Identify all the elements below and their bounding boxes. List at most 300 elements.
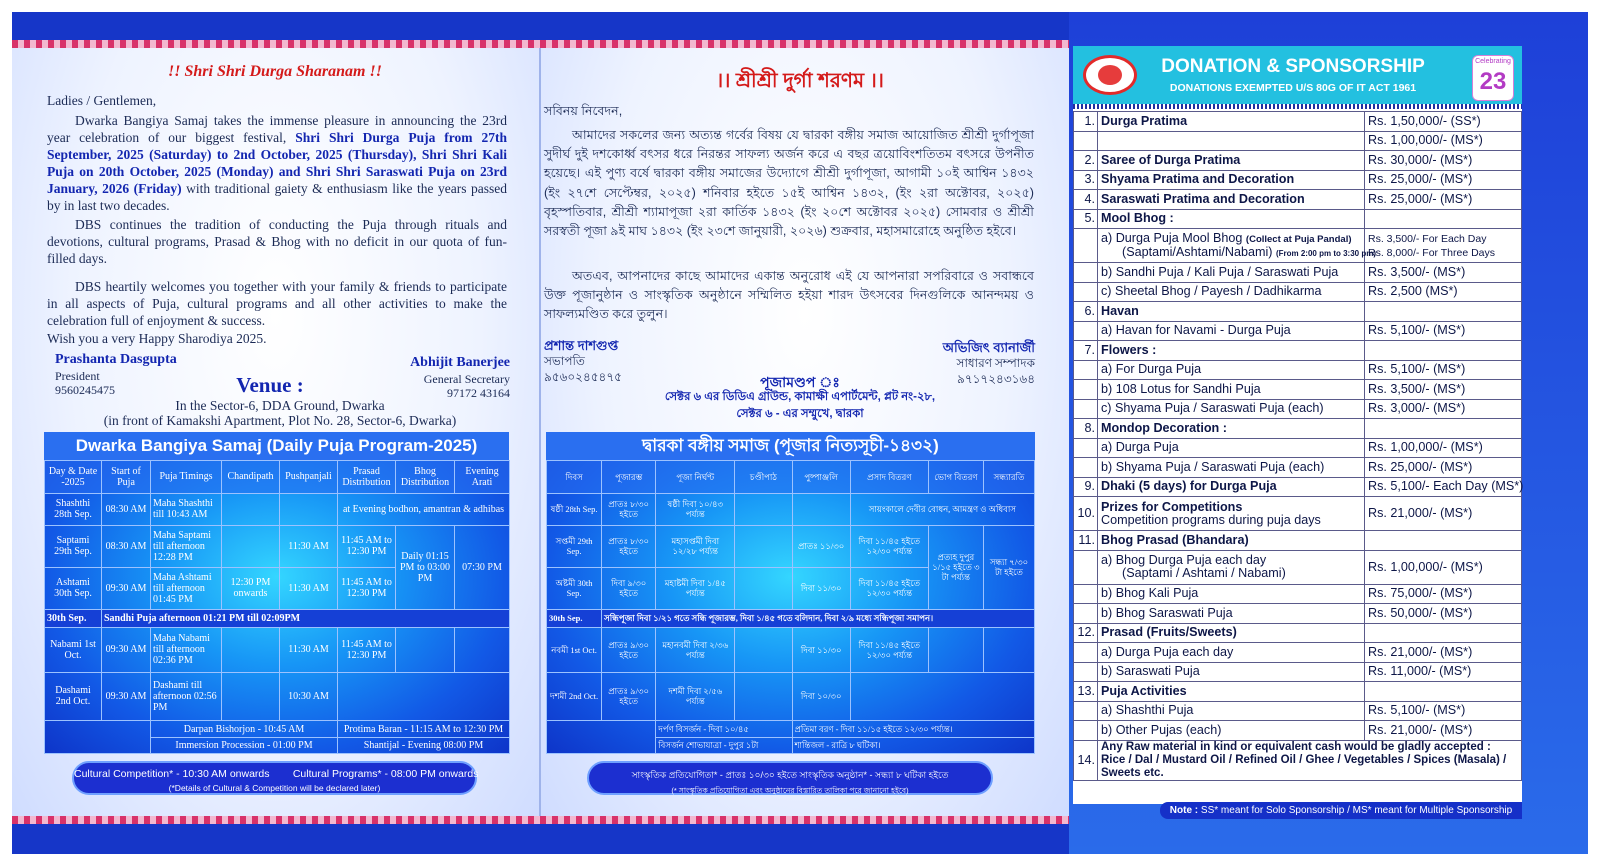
row-item bbox=[1098, 263, 1365, 283]
row-item bbox=[1098, 438, 1365, 458]
table-cell: 07:30 PM bbox=[455, 526, 510, 609]
table-cell: দিবা ১০/৩০ bbox=[792, 672, 850, 721]
row-amount bbox=[1365, 604, 1522, 624]
item-label: Mondop Decoration : bbox=[1101, 420, 1227, 435]
table-row-day: সপ্তমী 29th Sep. bbox=[547, 526, 602, 568]
row-amount bbox=[1365, 623, 1522, 643]
table-cell: সন্ধ্যা ৭/৩০ টা হইতে bbox=[983, 526, 1034, 609]
row-number bbox=[1074, 584, 1098, 604]
amount-text-2: Rs. 8,000/- For Three Days bbox=[1368, 246, 1496, 259]
amount-text: Rs. 1,00,000/- (MS*) bbox=[1368, 440, 1483, 455]
bengali-schedule-grid bbox=[546, 460, 1035, 754]
item-label: Saree of Durga Pratima bbox=[1101, 152, 1241, 167]
table-cell: সায়ংকালে দেবীর বোধন, আমন্ত্রণ ও অধিবাস bbox=[850, 493, 1034, 526]
row-item bbox=[1098, 321, 1365, 341]
table-row-day: Saptami 29th Sep. bbox=[45, 526, 102, 568]
table-cell: 11:45 AM to 12:30 PM bbox=[338, 526, 396, 568]
sponsorship-note bbox=[1160, 802, 1522, 819]
row-item bbox=[1098, 623, 1365, 643]
note-text: SS* meant for Solo Sponsorship / MS* meant for Multiple Sponsorship bbox=[1198, 805, 1513, 816]
raw-material-note: Any Raw material in kind or equivalent cash would be gladly accepted : Rice / Dal / Mustard Oil / Refined Oil / Ghee / Vegetables / Spices (Masala) / Sweets etc. bbox=[1098, 740, 1522, 780]
venue-title: Venue : bbox=[236, 373, 304, 397]
table-row-day: 30th Sep. bbox=[547, 609, 602, 627]
table-cell bbox=[280, 493, 338, 526]
amount-text: Rs. 3,000/- (MS*) bbox=[1368, 401, 1466, 416]
bengali-table-title: দ্বারকা বঙ্গীয় সমাজ (পূজার নিত্যসূচী-১৪৩২) bbox=[546, 432, 1035, 460]
amount-text: Rs. 3,500/- (MS*) bbox=[1368, 264, 1466, 279]
row-amount bbox=[1365, 170, 1522, 190]
bn-shantijal-cell: শান্তিজল - রাত্রি ৮ ঘটিকা। bbox=[792, 737, 1034, 753]
english-schedule-grid bbox=[44, 460, 510, 754]
table-cell: মহাষ্টমী দিবা ১/৪৫ পর্য্যন্ত bbox=[656, 567, 735, 609]
table-row bbox=[1074, 170, 1522, 190]
col-start: Start of Puja bbox=[102, 461, 151, 494]
amount-text: Rs. 25,000/- (MS*) bbox=[1368, 172, 1473, 187]
table-cell bbox=[455, 627, 510, 672]
table-cell: মহাসপ্তমী দিবা ১২/২৮ পর্য্যন্ত bbox=[656, 526, 735, 568]
row-number: 11. bbox=[1074, 531, 1098, 551]
row-number bbox=[1074, 131, 1098, 151]
row-number: 2. bbox=[1074, 151, 1098, 171]
amount-text: Rs. 25,000/- (MS*) bbox=[1368, 191, 1473, 206]
table-row bbox=[1074, 662, 1522, 682]
bengali-paragraph-1: আমাদের সকলের জন্য অত্যন্ত গর্বের বিষয় যে দ্বারকা বঙ্গীয় সমাজ আয়োজিত শ্রীশ্রী দুর্গাপূজা সুদীর্ঘ দুই দশকোর্ধ্ব বৎসর ধরে নিরন্তর সাফল্য অর্জন করে এ বছর ত্রয়োবিংশতিতম বৎসরে উপনীত হয়েছে। এই পুণ্য বর্ষে দ্বারকা বঙ্গীয় সমাজের উদ্যোগে শ্রীশ্রী দুর্গাপূজা, আগামী ১০ই আশ্বিন ১৪৩২ (ইং ২৭শে সেপ্টেম্বর, ২০২৫) শনিবার হইতে ১৫ই আশ্বিন ১৪৩২, (ইং ২রা অক্টোবর, ২০২৫) বৃহস্পতিবার, শ্রীশ্রী শ্যামাপূজা ২রা কার্তিক ১৪৩২ (ইং ২০শে অক্টোবর ২০২৫) সোমবার ও শ্রীশ্রী সরস্বতী পূজা ৯ই মাঘ ১৪৩২ (ইং ২৩শে জানুয়ারী, ২০২৬) শুক্রবার, মহাসমারোহে অনুষ্ঠিত হইবে। bbox=[544, 128, 1034, 239]
table-cell: ষষ্ঠী দিবা ১০/৪৩ পর্য্যন্ত bbox=[656, 493, 735, 526]
item-label: a) Bhog Durga Puja each day bbox=[1101, 553, 1267, 567]
table-row bbox=[1074, 682, 1522, 702]
item-label: a) Durga Puja Mool Bhog bbox=[1101, 230, 1243, 245]
item-label: Durga Pratima bbox=[1101, 113, 1188, 128]
amount-text: Rs. 75,000/- (MS*) bbox=[1368, 586, 1473, 601]
bn-col-arati: সন্ধ্যারতি bbox=[983, 461, 1034, 494]
shantijal-cell: Shantijal - Evening 08:00 PM bbox=[338, 737, 510, 753]
table-cell: 10:30 AM bbox=[280, 672, 338, 721]
p1-text-a: Dwarka Bangiya Samaj takes the immense pleasure in announcing the 23rd year celebration of our biggest festival, bbox=[47, 113, 507, 145]
bengali-president-phone: ৯৫৬০২৪৫৪৭৫ bbox=[544, 370, 622, 384]
p1-text-c: with traditional gaiety & enthusiasm like the years passed by in last two decades. bbox=[47, 181, 507, 213]
item-label: Dhaki (5 days) for Durga Puja bbox=[1101, 479, 1277, 494]
table-row-day: Ashtami 30th Sep. bbox=[45, 567, 102, 609]
amount-text: Rs. 3,500/- (MS*) bbox=[1368, 381, 1466, 396]
row-number: 12. bbox=[1074, 623, 1098, 643]
table-cell: প্রাতঃ ৮/৩০ হইতে bbox=[602, 526, 656, 568]
row-item bbox=[1098, 643, 1365, 663]
table-cell: Maha Nabami till afternoon 02:36 PM bbox=[151, 627, 222, 672]
venue-line-1: In the Sector-6, DDA Ground, Dwarka bbox=[175, 398, 385, 413]
table-cell: Maha Ashtami till afternoon 01:45 PM bbox=[151, 567, 222, 609]
table-cell: 11:45 AM to 12:30 PM bbox=[338, 627, 396, 672]
donation-dotted-divider bbox=[1073, 104, 1522, 109]
item-label: a) Havan for Navami - Durga Puja bbox=[1101, 323, 1291, 338]
row-item bbox=[1098, 341, 1365, 361]
english-salutation: Ladies / Gentlemen, bbox=[47, 93, 157, 108]
table-cell bbox=[735, 493, 792, 526]
table-cell: প্রাতঃ ৯/৩০ হইতে bbox=[602, 627, 656, 672]
item-label: b) Saraswati Puja bbox=[1101, 664, 1200, 679]
amount-text: Rs. 25,000/- (MS*) bbox=[1368, 459, 1473, 474]
col-prasad: Prasad Distribution bbox=[338, 461, 396, 494]
bengali-pill-line-1: সাংস্কৃতিক প্রতিযোগিতা* - প্রাতঃ ১০/৩০ হইতে সাংস্কৃতিক অনুষ্ঠান* - সন্ধ্যা ৮ ঘটিকা হইতে bbox=[631, 770, 949, 780]
row-item bbox=[1098, 190, 1365, 210]
table-cell bbox=[222, 526, 280, 568]
table-row bbox=[1074, 497, 1522, 531]
row-item bbox=[1098, 584, 1365, 604]
bengali-header: ।। শ্রীশ্রী দুর্গা শরণম ।। bbox=[716, 70, 884, 92]
bengali-president-title: সভাপতি bbox=[544, 354, 585, 368]
table-row-day: 30th Sep. bbox=[45, 609, 102, 627]
row-item bbox=[1098, 550, 1365, 584]
table-cell bbox=[547, 737, 656, 753]
bengali-salutation: সবিনয় নিবেদন, bbox=[544, 104, 623, 118]
badge-number: 23 bbox=[1479, 68, 1507, 95]
bn-col-day: দিবস bbox=[547, 461, 602, 494]
item-label: b) Bhog Kali Puja bbox=[1101, 586, 1199, 601]
row-amount bbox=[1365, 209, 1522, 229]
row-amount bbox=[1365, 282, 1522, 302]
fold-line-1 bbox=[539, 40, 541, 824]
donation-header bbox=[1073, 46, 1522, 104]
col-timings: Puja Timings bbox=[151, 461, 222, 494]
row-number: 8. bbox=[1074, 419, 1098, 439]
table-row bbox=[1074, 360, 1522, 380]
item-label: Mool Bhog : bbox=[1101, 211, 1174, 226]
bengali-schedule-table bbox=[546, 432, 1035, 754]
amount-text: Rs. 30,000/- (MS*) bbox=[1368, 152, 1473, 167]
row-number bbox=[1074, 360, 1098, 380]
bengali-paragraph-2: অতএব, আপনাদের কাছে আমাদের একান্ত অনুরোধ এই যে আপনারা সপরিবারে ও সবান্ধবে উক্ত পূজানুষ্ঠান ও সাংস্কৃতিক অনুষ্ঠানে সম্মিলিত হইয়া শারদ উৎসবের দিনগুলিকে আনন্দময় ও সাফল্যমণ্ডিত করে তুলুন। bbox=[544, 269, 1034, 322]
table-cell: Maha Shashthi till 10:43 AM bbox=[151, 493, 222, 526]
table-row bbox=[1074, 131, 1522, 151]
row-amount bbox=[1365, 550, 1522, 584]
table-cell: 08:30 AM bbox=[102, 493, 151, 526]
table-row bbox=[1074, 584, 1522, 604]
table-cell: প্রত্যহ দুপুর ১/১৫ হইতে ৩ টা পর্য্যন্ত bbox=[928, 526, 983, 609]
badge-caption: Celebrating bbox=[1475, 58, 1511, 65]
table-row bbox=[1074, 477, 1522, 497]
row-number: 7. bbox=[1074, 341, 1098, 361]
item-sub-note: (From 2:00 pm to 3:30 pm) bbox=[1275, 248, 1376, 258]
item-label: Shyama Pratima and Decoration bbox=[1101, 172, 1295, 187]
top-border-pattern bbox=[12, 40, 1069, 48]
row-amount bbox=[1365, 721, 1522, 741]
row-number bbox=[1074, 438, 1098, 458]
bengali-venue-line-2: সেক্টর ৬ - এর সম্মুখে, দ্বারকা bbox=[736, 408, 864, 420]
english-pill-line-2: (*Details of Cultural & Competition will be declared later) bbox=[168, 783, 381, 793]
col-pushpanjali: Pushpanjali bbox=[280, 461, 338, 494]
row-item bbox=[1098, 380, 1365, 400]
table-cell: 11:30 AM bbox=[280, 627, 338, 672]
table-cell: 08:30 AM bbox=[102, 526, 151, 568]
immersion-cell: Immersion Procession - 01:00 PM bbox=[151, 737, 338, 753]
table-row bbox=[1074, 419, 1522, 439]
president-name: Prashanta Dasgupta bbox=[55, 352, 177, 367]
table-cell: দিবা ১১/৩০ bbox=[792, 627, 850, 672]
bengali-secretary-phone: ৯৭১৭২৪৩১৬৪ bbox=[957, 372, 1035, 386]
row-amount bbox=[1365, 682, 1522, 702]
row-number: 13. bbox=[1074, 682, 1098, 702]
table-row bbox=[1074, 209, 1522, 229]
bengali-president-name: প্রশান্ত দাশগুপ্ত bbox=[544, 338, 619, 353]
amount-text: Rs. 3,500/- For Each Day bbox=[1368, 232, 1487, 245]
item-label: b) 108 Lotus for Sandhi Puja bbox=[1101, 381, 1261, 396]
row-amount bbox=[1365, 399, 1522, 419]
row-item bbox=[1098, 131, 1365, 151]
english-paragraph-3: DBS heartily welcomes you together with your family & friends to participate in all aspects of Puja, cultural programs and all other activities to make the celebration full of enjoyment & success. bbox=[47, 279, 507, 328]
item-label: a) Durga Puja each day bbox=[1101, 644, 1234, 659]
table-cell: মহানবমী দিবা ২/৩৬ পর্য্যন্ত bbox=[656, 627, 735, 672]
row-amount bbox=[1365, 477, 1522, 497]
row-item bbox=[1098, 419, 1365, 439]
row-amount bbox=[1365, 321, 1522, 341]
amount-text: Rs. 5,100/- (MS*) bbox=[1368, 323, 1466, 338]
secretary-phone: 97172 43164 bbox=[447, 386, 510, 400]
item-label: b) Sandhi Puja / Kali Puja / Saraswati Puja bbox=[1101, 264, 1339, 279]
row-amount bbox=[1365, 497, 1522, 531]
amount-text: Rs. 50,000/- (MS*) bbox=[1368, 605, 1473, 620]
row-item bbox=[1098, 701, 1365, 721]
table-row bbox=[1074, 701, 1522, 721]
table-row bbox=[1074, 643, 1522, 663]
row-number: 3. bbox=[1074, 170, 1098, 190]
row-amount bbox=[1365, 360, 1522, 380]
bn-col-chandipath: চণ্ডীপাঠ bbox=[735, 461, 792, 494]
row-amount bbox=[1365, 662, 1522, 682]
row-amount bbox=[1365, 302, 1522, 322]
table-row bbox=[1074, 282, 1522, 302]
table-row bbox=[1074, 550, 1522, 584]
bn-protima-cell: প্রতিমা বরণ - দিবা ১১/১৫ হইতে ১২/৩০ পর্য্যন্ত। bbox=[792, 721, 1034, 737]
president-title: President bbox=[55, 369, 100, 383]
row-amount bbox=[1365, 380, 1522, 400]
table-row-day: অষ্টমী 30th Sep. bbox=[547, 567, 602, 609]
row-number bbox=[1074, 550, 1098, 584]
table-cell: at Evening bodhon, amantran & adhibas bbox=[338, 493, 510, 526]
item-label: Flowers : bbox=[1101, 342, 1157, 357]
bn-col-timings: পূজা নির্ঘণ্ট bbox=[656, 461, 735, 494]
item-sub-label: (Saptami/Ashtami/Nabami) bbox=[1101, 244, 1273, 259]
table-row bbox=[1074, 112, 1522, 132]
table-row-day: নবমী 1st Oct. bbox=[547, 627, 602, 672]
row-amount bbox=[1365, 643, 1522, 663]
darpan-cell: Darpan Bishorjon - 10:45 AM bbox=[151, 721, 338, 737]
row-item bbox=[1098, 360, 1365, 380]
row-item bbox=[1098, 662, 1365, 682]
secretary-name: Abhijit Banerjee bbox=[410, 355, 510, 370]
item-note: (Collect at Puja Pandal) bbox=[1245, 233, 1352, 245]
p1-text-highlight: Shri Shri Durga Puja from 27th September, 2025 (Saturday) to 2nd October, 2025 (Thursday), Shri Shri Kali Puja on 20th October, 2025 (Monday) and Shri Shri Saraswati Puja on 23rd January, 2026 (Friday) bbox=[47, 130, 508, 196]
row-amount bbox=[1365, 190, 1522, 210]
table-cell bbox=[222, 493, 280, 526]
row-item bbox=[1098, 112, 1365, 132]
table-cell: প্রাতঃ ৯/৩০ হইতে bbox=[602, 672, 656, 721]
row-number: 5. bbox=[1074, 209, 1098, 229]
item-label: a) Durga Puja bbox=[1101, 440, 1179, 455]
amount-text: Rs. 2,500 (MS*) bbox=[1368, 284, 1458, 299]
english-table-title: Dwarka Bangiya Samaj (Daily Puja Program-2025) bbox=[44, 432, 509, 460]
item-label: c) Sheetal Bhog / Payesh / Dadhikarma bbox=[1101, 284, 1322, 299]
row-number: 6. bbox=[1074, 302, 1098, 322]
table-row bbox=[1074, 321, 1522, 341]
bottom-border-pattern bbox=[12, 816, 1069, 824]
donation-table bbox=[1073, 111, 1522, 781]
table-cell: দিবা ১১/৪৫ হইতে ১২/৩০ পর্য্যন্ত bbox=[850, 627, 928, 672]
row-item bbox=[1098, 458, 1365, 478]
item-label: Havan bbox=[1101, 303, 1139, 318]
table-row bbox=[1074, 623, 1522, 643]
table-cell bbox=[45, 721, 151, 737]
row-number bbox=[1074, 399, 1098, 419]
table-cell bbox=[222, 627, 280, 672]
row-item bbox=[1098, 604, 1365, 624]
durga-face-icon bbox=[1098, 65, 1122, 85]
amount-text: Rs. 1,50,000/- (SS*) bbox=[1368, 113, 1481, 128]
table-cell: Daily 01:15 PM to 03:00 PM bbox=[396, 526, 455, 609]
table-row-day: Nabami 1st Oct. bbox=[45, 627, 102, 672]
table-cell bbox=[396, 627, 455, 672]
table-cell: 12:30 PM onwards bbox=[222, 567, 280, 609]
row-number bbox=[1074, 229, 1098, 263]
item-sub-label: (Saptami / Ashtami / Nabami) bbox=[1101, 566, 1286, 580]
row-amount bbox=[1365, 131, 1522, 151]
protima-cell: Protima Baran - 11:15 AM to 12:30 PM bbox=[338, 721, 510, 737]
table-cell bbox=[45, 737, 151, 753]
table-row bbox=[1074, 190, 1522, 210]
bengali-secretary-name: অভিজিৎ ব্যানার্জী bbox=[942, 340, 1035, 355]
row-number bbox=[1074, 604, 1098, 624]
bengali-venue-title: পূজামণ্ডপ ঃ bbox=[760, 374, 840, 390]
table-cell bbox=[983, 627, 1034, 672]
row-number bbox=[1074, 458, 1098, 478]
secretary-title: General Secretary bbox=[423, 372, 510, 386]
row-item bbox=[1098, 682, 1365, 702]
row-number: 14. bbox=[1074, 740, 1098, 780]
table-cell: দিবা ১১/৩০ bbox=[792, 567, 850, 609]
row-item bbox=[1098, 399, 1365, 419]
donation-subtitle: DONATIONS EXEMPTED U/S 80G OF IT ACT 1961 bbox=[1169, 82, 1417, 94]
table-row bbox=[1074, 263, 1522, 283]
table-row bbox=[1074, 604, 1522, 624]
row-amount bbox=[1365, 531, 1522, 551]
table-row bbox=[1074, 438, 1522, 458]
english-pill-line-1: Cultural Competition* - 10:30 AM onwards Cultural Programs* - 08:00 PM onwards bbox=[74, 768, 479, 780]
item-label: Prizes for Competitions bbox=[1101, 499, 1243, 514]
col-chandipath: Chandipath bbox=[222, 461, 280, 494]
table-cell bbox=[792, 493, 850, 526]
row-number bbox=[1074, 643, 1098, 663]
bn-darpan-cell: দর্পণ বিসর্জন - দিবা ১০/৪৫ bbox=[656, 721, 792, 737]
bn-col-start: পূজারম্ভ bbox=[602, 461, 656, 494]
row-item bbox=[1098, 151, 1365, 171]
table-cell bbox=[735, 672, 792, 721]
row-number bbox=[1074, 380, 1098, 400]
col-day: Day & Date -2025 bbox=[45, 461, 102, 494]
venue-line-2: (in front of Kamakshi Apartment, Plot No. 28, Sector-6, Dwarka) bbox=[103, 413, 457, 428]
row-amount bbox=[1365, 263, 1522, 283]
table-cell: প্রাতঃ ৮/৩০ হইতে bbox=[602, 493, 656, 526]
row-number bbox=[1074, 701, 1098, 721]
amount-text: Rs. 5,100/- (MS*) bbox=[1368, 362, 1466, 377]
amount-text: Rs. 5,100/- Each Day (MS*) bbox=[1368, 479, 1524, 494]
table-row bbox=[1074, 341, 1522, 361]
row-number bbox=[1074, 662, 1098, 682]
row-item bbox=[1098, 229, 1376, 263]
row-amount bbox=[1365, 112, 1522, 132]
english-paragraph-1 bbox=[47, 112, 507, 214]
english-schedule-table bbox=[44, 432, 509, 754]
row-amount bbox=[1365, 584, 1522, 604]
table-cell bbox=[928, 627, 983, 672]
table-row bbox=[1074, 229, 1522, 263]
item-label: b) Shyama Puja / Saraswati Puja (each) bbox=[1101, 459, 1325, 474]
row-item bbox=[1098, 721, 1365, 741]
sandhi-puja-row: Sandhi Puja afternoon 01:21 PM till 02:09PM bbox=[102, 609, 510, 627]
table-row-day: ষষ্ঠী 28th Sep. bbox=[547, 493, 602, 526]
table-row bbox=[1074, 458, 1522, 478]
table-cell bbox=[547, 721, 656, 737]
row-item bbox=[1098, 497, 1365, 531]
amount-text: Rs. 11,000/- (MS*) bbox=[1368, 664, 1472, 679]
table-cell: 09:30 AM bbox=[102, 627, 151, 672]
samaj-logo-icon bbox=[1083, 55, 1137, 95]
row-amount bbox=[1365, 458, 1522, 478]
table-row-day: দশমী 2nd Oct. bbox=[547, 672, 602, 721]
table-cell: 11:45 AM to 12:30 PM bbox=[338, 567, 396, 609]
item-label: b) Other Pujas (each) bbox=[1101, 722, 1222, 737]
table-cell: 09:30 AM bbox=[102, 672, 151, 721]
table-row bbox=[1074, 151, 1522, 171]
item-label: b) Bhog Saraswati Puja bbox=[1101, 605, 1233, 620]
bengali-pill-line-2: (* সাংস্কৃতিক প্রতিযোগিতা এবং অনুষ্ঠানের বিস্তারিত তালিকা পরে জানানো হইবে) bbox=[671, 786, 909, 795]
table-cell bbox=[222, 672, 280, 721]
row-amount bbox=[1365, 419, 1522, 439]
item-label: Saraswati Pratima and Decoration bbox=[1101, 191, 1305, 206]
english-header: !! Shri Shri Durga Sharanam !! bbox=[168, 63, 382, 80]
table-cell bbox=[735, 567, 792, 609]
amount-text: Rs. 21,000/- (MS*) bbox=[1368, 722, 1473, 737]
row-amount bbox=[1365, 438, 1522, 458]
bengali-venue-line-1: সেক্টর ৬ এর ডিডিএ গ্রাউন্ড, কামাক্ষী এপার্টমেন্ট, প্লট নং-২৮, bbox=[664, 391, 936, 403]
row-amount bbox=[1365, 151, 1522, 171]
item-label: Bhog Prasad (Bhandara) bbox=[1101, 532, 1249, 547]
amount-text: Rs. 21,000/- (MS*) bbox=[1368, 506, 1473, 520]
row-number: 1. bbox=[1074, 112, 1098, 132]
amount-text: Rs. 5,100/- (MS*) bbox=[1368, 703, 1466, 718]
note-label: Note : bbox=[1169, 805, 1199, 816]
donation-title: DONATION & SPONSORSHIP bbox=[1161, 56, 1425, 77]
row-item bbox=[1098, 209, 1365, 229]
amount-text: Rs. 21,000/- (MS*) bbox=[1368, 644, 1473, 659]
table-row bbox=[1074, 721, 1522, 741]
table-cell: 09:30 AM bbox=[102, 567, 151, 609]
bn-immersion-cell: বিসর্জন শোভাযাত্রা - দুপুর ১টা bbox=[656, 737, 792, 753]
bn-col-prasad: প্রসাদ বিতরণ bbox=[850, 461, 928, 494]
bn-col-bhog: ভোগ বিতরণ bbox=[928, 461, 983, 494]
table-cell: দশমী দিবা ২/৫৬ পর্য্যন্ত bbox=[656, 672, 735, 721]
table-cell: দিবা ১১/৪৫ হইতে ১২/৩০ পর্য্যন্ত bbox=[850, 567, 928, 609]
table-row bbox=[1074, 531, 1522, 551]
row-item bbox=[1098, 302, 1365, 322]
table-cell: প্রাতঃ ১১/৩০ bbox=[792, 526, 850, 568]
row-item bbox=[1098, 170, 1365, 190]
table-row bbox=[1074, 399, 1522, 419]
english-wish: Wish you a very Happy Sharodiya 2025. bbox=[47, 331, 267, 346]
table-row bbox=[1074, 380, 1522, 400]
bengali-cultural-pill bbox=[587, 761, 993, 795]
bn-col-pushpanjali: পুষ্পাঞ্জলি bbox=[792, 461, 850, 494]
president-phone: 9560245475 bbox=[55, 383, 115, 397]
english-paragraph-2: DBS continues the tradition of conducting the Puja through rituals and devotions, cultural programs, Prasad & Bhog with no deficit in our quota of fun-filled days. bbox=[47, 217, 507, 266]
row-number bbox=[1074, 282, 1098, 302]
